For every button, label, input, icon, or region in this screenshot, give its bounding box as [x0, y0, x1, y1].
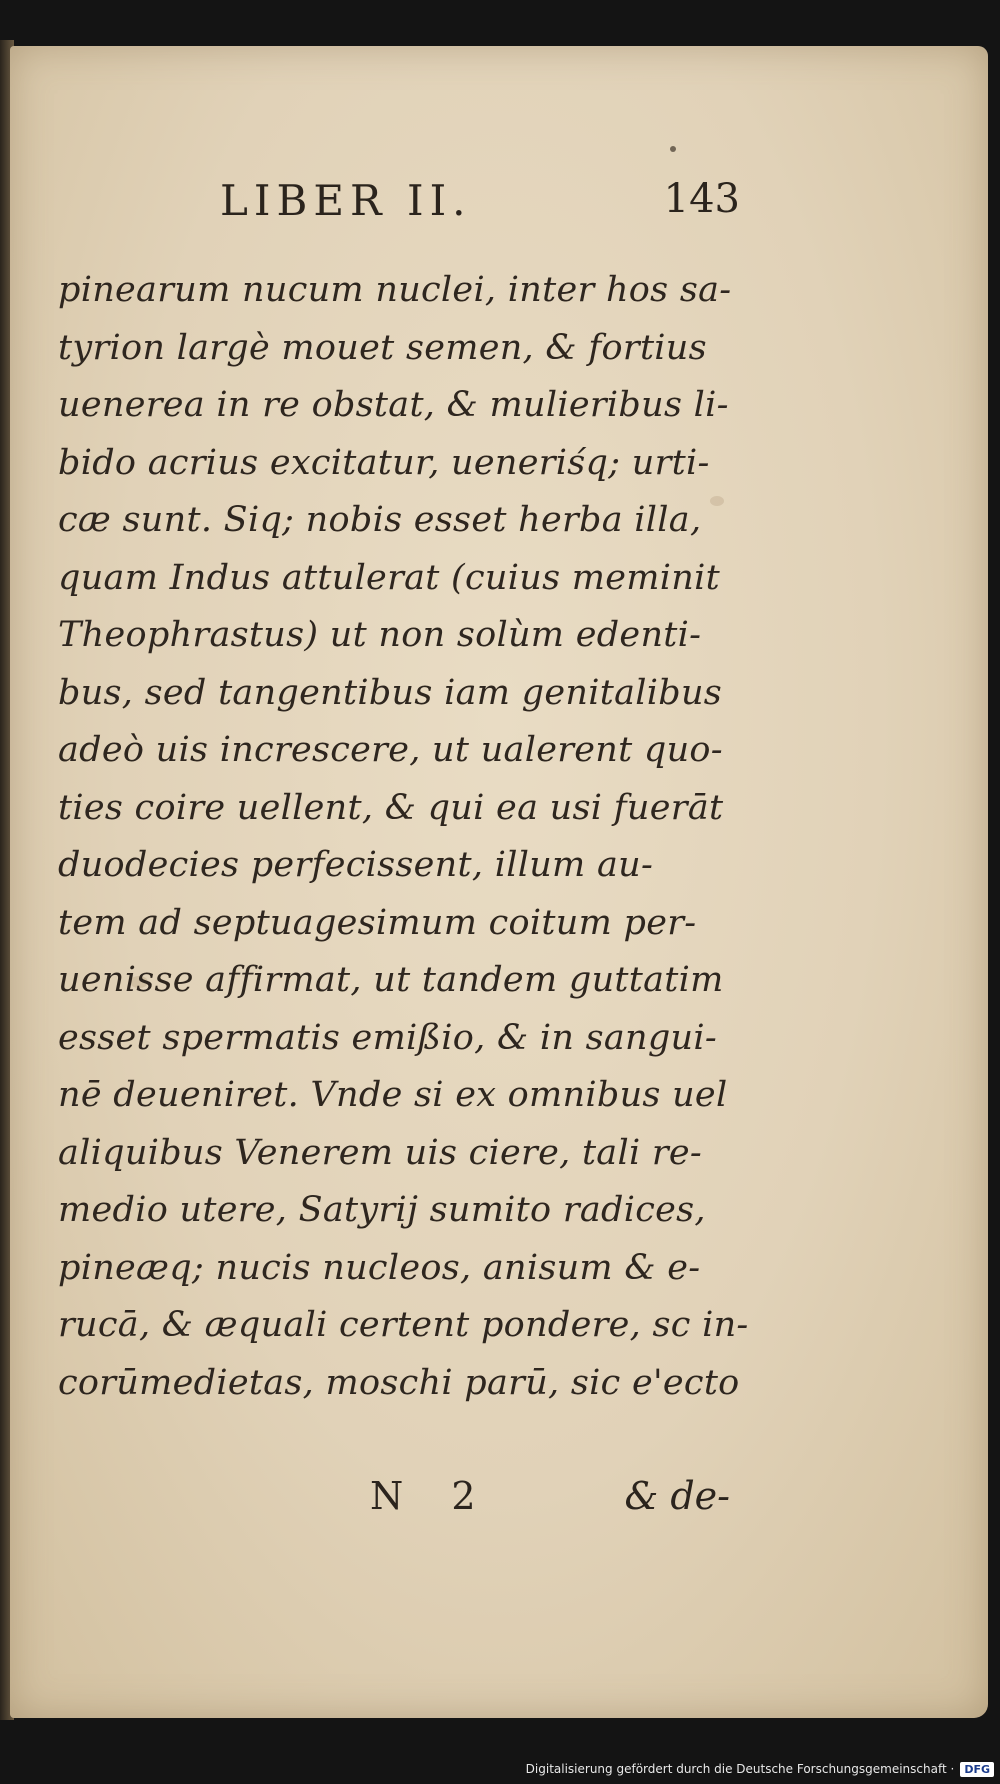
- text-line: quam Indus attulerat (cuius meminit: [58, 557, 720, 598]
- dfg-logo: DFG: [960, 1762, 994, 1777]
- text-line: corūmedietas, moschi parū, sic e'ecto: [58, 1362, 740, 1403]
- text-line: adeò uis increscere, ut ualerent quo-: [58, 730, 723, 770]
- page-header: [220, 176, 740, 236]
- credit-text: Digitalisierung gefördert durch die Deutsche Forschungsgemeinschaft ·: [525, 1762, 955, 1776]
- page-number: 143: [663, 176, 740, 222]
- text-line: bido acrius excitatur, ueneriśq; urti-: [58, 442, 710, 483]
- text-line: cæ sunt. Siq; nobis esset herba illa,: [58, 500, 702, 540]
- page-footer: [370, 1474, 730, 1534]
- text-line: medio utere, Satyrij sumito radices,: [58, 1190, 706, 1230]
- text-line: ties coire uellent, & qui ea usi fuerāt: [58, 787, 724, 828]
- digitization-credit: [526, 1758, 994, 1780]
- text-line: pineæq; nucis nucleos, anisum & e-: [58, 1247, 701, 1288]
- paper-speck: [670, 146, 676, 152]
- text-line: pinearum nucum nuclei, inter hos sa-: [58, 270, 732, 310]
- signature-mark: N 2: [370, 1474, 494, 1518]
- text-line: uenerea in re obstat, & mulieribus li-: [58, 385, 729, 425]
- text-line: tyrion largè mouet semen, & fortius: [58, 327, 707, 368]
- text-line: duodecies perfecissent, illum au-: [58, 845, 654, 885]
- running-head: LIBER II.: [220, 176, 472, 225]
- text-line: bus, sed tangentibus iam genitalibus: [58, 672, 723, 713]
- text-line: esset spermatis emißio, & in sangui-: [58, 1017, 718, 1058]
- text-line: nē deueniret. Vnde si ex omnibus uel: [58, 1075, 728, 1115]
- text-line: rucā, & æquali certent pondere, sc in-: [58, 1305, 749, 1345]
- text-line: aliquibus Venerem uis ciere, tali re-: [58, 1132, 703, 1173]
- text-line: tem ad septuagesimum coitum per-: [58, 902, 697, 943]
- text-line: uenisse affirmat, ut tandem guttatim: [58, 960, 724, 1000]
- body-text: [58, 262, 749, 1412]
- text-line: Theophrastus) ut non solùm edenti-: [58, 615, 702, 655]
- catchword: & de-: [624, 1474, 730, 1518]
